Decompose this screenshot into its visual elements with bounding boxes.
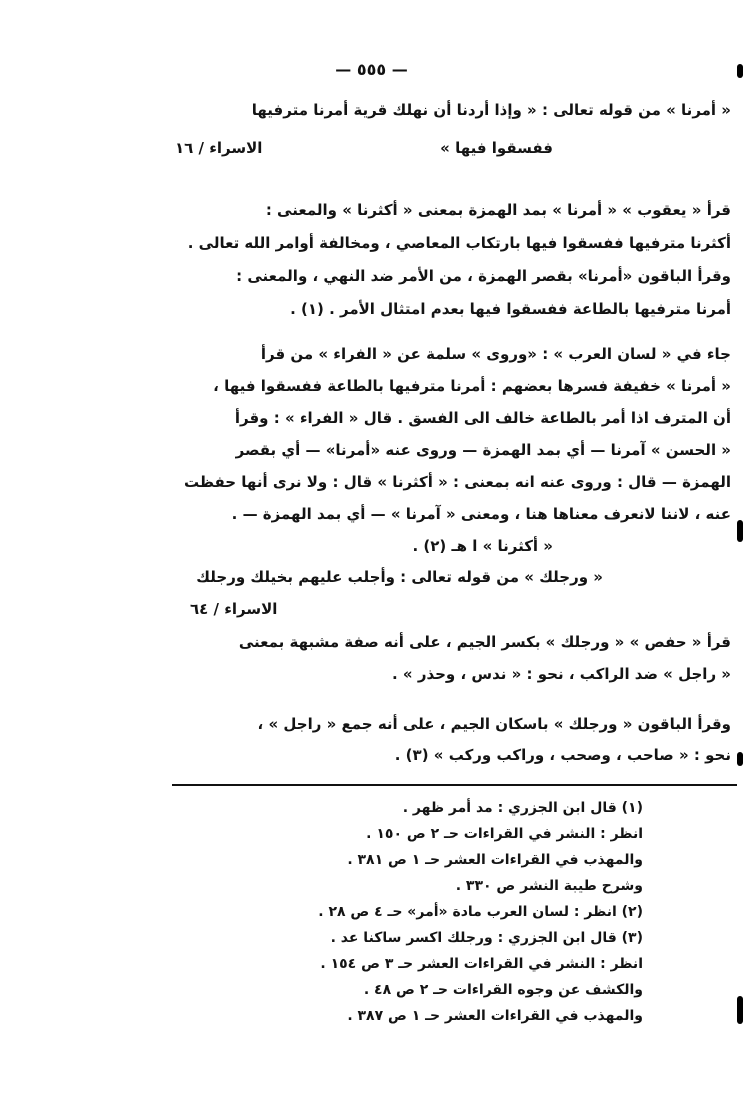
body-line: أمرنا مترفيها بالطاعة ففسقوا فيها بعدم امتثال الأمر . (١) .	[290, 300, 731, 318]
scan-edge-mark	[737, 64, 743, 78]
body-line: جاء في « لسان العرب » : «وروى » سلمة عن « الفراء » من قرأ	[260, 345, 731, 363]
body-line: وقرأ الباقون « ورجلك » باسكان الجيم ، على أنه جمع « راجل » ،	[257, 715, 731, 733]
body-line: قرأ « حفص » « ورجلك » بكسر الجيم ، على أنه صفة مشبهة بمعنى	[238, 633, 731, 651]
body-line: ففسقوا فيها »	[440, 139, 553, 157]
body-line: عنه ، لاننا لانعرف معناها هنا ، ومعنى « آمرنا » — أي بمد الهمزة — .	[231, 505, 731, 523]
footnote-line: انظر : النشر في القراءات العشر حـ ٣ ص ١٥٤ .	[320, 956, 643, 972]
body-line: وقرأ الباقون «أمرنا» بقصر الهمزة ، من الأمر ضد النهي ، والمعنى :	[236, 267, 731, 285]
body-line: قرأ « يعقوب » « أمرنا » بمد الهمزة بمعنى « أكثرنا » والمعنى :	[265, 201, 731, 219]
footnote-divider	[172, 784, 737, 786]
scan-edge-mark	[737, 520, 743, 542]
scan-edge-mark	[737, 996, 743, 1024]
page-number: — ٥٥٥ —	[335, 60, 408, 79]
footnote-line: والمهذب في القراءات العشر حـ ١ ص ٣٨١ .	[347, 852, 643, 868]
verse-reference: الاسراء / ١٦	[175, 139, 263, 157]
footnote-line: والمهذب في القراءات العشر حـ ١ ص ٣٨٧ .	[347, 1008, 643, 1024]
body-line: نحو : « صاحب ، وصحب ، وراكب وركب » (٣) .	[394, 746, 731, 764]
body-line: « راجل » ضد الراكب ، نحو : « ندس ، وحذر » .	[391, 665, 731, 683]
footnote-line: انظر : النشر في القراءات حـ ٢ ص ١٥٠ .	[366, 826, 643, 842]
verse-reference: الاسراء / ٦٤	[190, 600, 278, 618]
body-line: « أكثرنا » ا هـ (٢) .	[412, 537, 553, 555]
body-line: « أمرنا » خفيفة فسرها بعضهم : أمرنا مترفيها بالطاعة ففسقوا فيها ،	[213, 377, 731, 395]
body-line: « الحسن » آمرنا — أي بمد الهمزة — وروى عنه «أمرنا» — أي بقصر	[235, 441, 731, 459]
footnote-line: (٣) قال ابن الجزري : ورجلك اكسر ساكنا عد .	[330, 930, 643, 946]
footnote-line: (١) قال ابن الجزري : مد أمر ظهر .	[402, 800, 643, 816]
footnote-line: والكشف عن وجوه القراءات حـ ٢ ص ٤٨ .	[363, 982, 643, 998]
footnote-line: وشرح طيبة النشر ص ٣٣٠ .	[455, 878, 643, 894]
body-line: أكثرنا مترفيها ففسقوا فيها بارتكاب المعاصي ، ومخالفة أوامر الله تعالى .	[187, 234, 731, 252]
scan-edge-mark	[737, 752, 743, 766]
footnote-line: (٢) انظر : لسان العرب مادة «أمر» حـ ٤ ص ٢٨ .	[318, 904, 643, 920]
body-line: « ورجلك » من قوله تعالى : وأجلب عليهم بخيلك ورجلك	[196, 568, 603, 586]
body-line: « أمرنا » من قوله تعالى : « وإذا أردنا أن نهلك قرية أمرنا مترفيها	[251, 101, 731, 119]
body-line: أن المترف اذا أمر بالطاعة خالف الى الفسق . قال « الفراء » : وقرأ	[234, 409, 731, 427]
body-line: الهمزة — قال : وروى عنه انه بمعنى : « أكثرنا » قال : ولا نرى أنها حفظت	[183, 473, 731, 491]
